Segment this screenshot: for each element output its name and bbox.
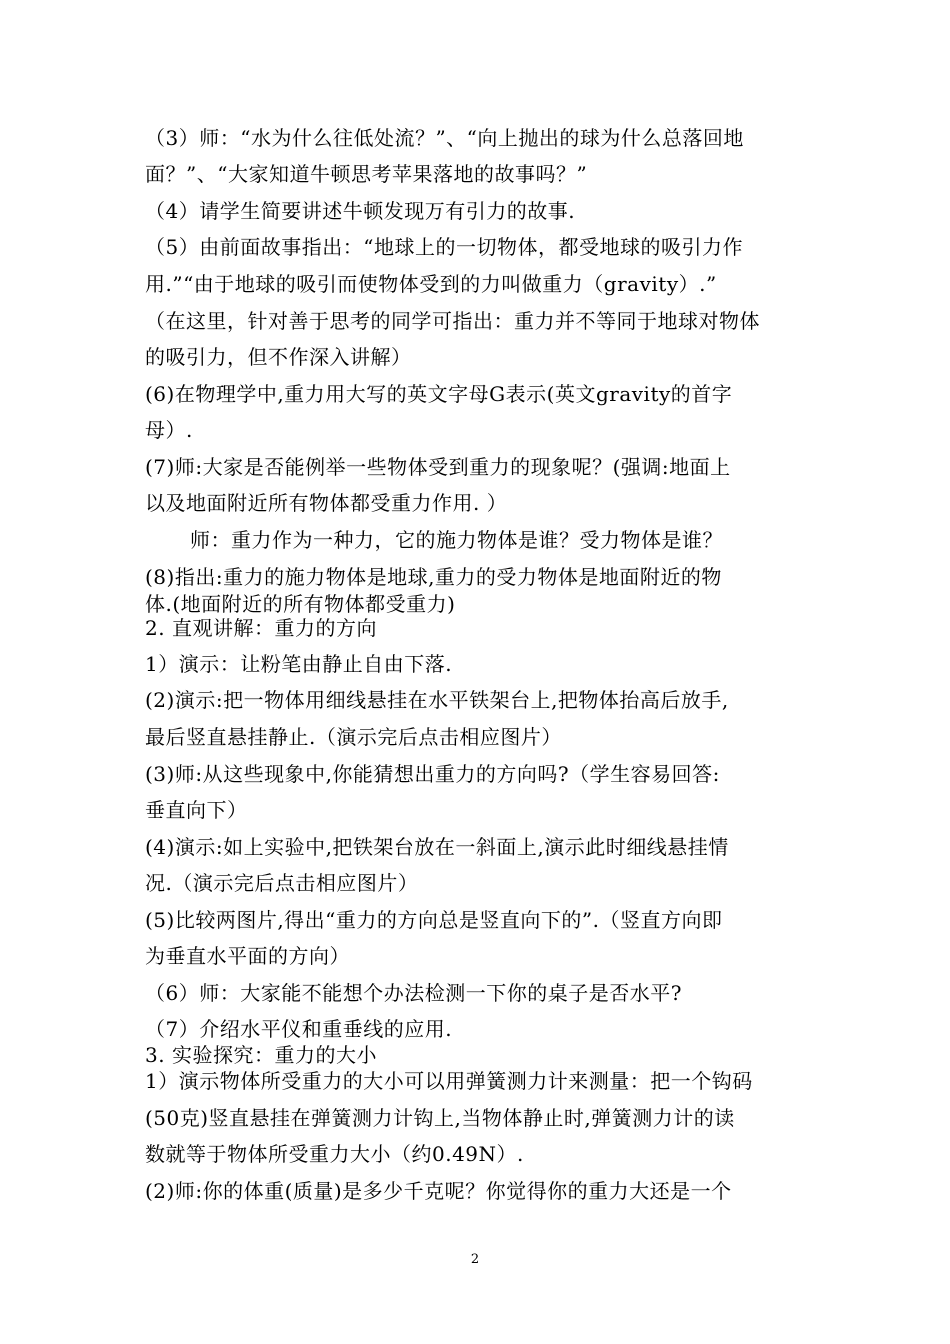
page-number: 2 (470, 1252, 480, 1267)
text-line: 用.”“由于地球的吸引而使物体受到的力叫做重力（gravity）.” (145, 272, 717, 296)
text-line: （5）由前面故事指出：“地球上的一切物体，都受地球的吸引力作 (145, 235, 743, 259)
text-line: （在这里，针对善于思考的同学可指出：重力并不等同于地球对物体 (145, 309, 760, 333)
text-line: 以及地面附近所有物体都受重力作用. ） (145, 491, 508, 515)
text-line: 垂直向下） (145, 798, 248, 822)
text-line: (6)在物理学中,重力用大写的英文字母G表示(英文gravity的首字 (145, 382, 733, 406)
text-line: 体.(地面附近的所有物体都受重力) (145, 592, 456, 616)
text-line: （6）师：大家能不能想个办法检测一下你的桌子是否水平? (145, 981, 682, 1005)
text-line: (5)比较两图片,得出“重力的方向总是竖直向下的”.（竖直方向即 (145, 908, 723, 932)
text-line: 1）演示：让粉笔由静止自由下落. (145, 652, 453, 676)
section-heading: 2. 直观讲解：重力的方向 (145, 616, 377, 640)
text-line: (2)师:你的体重(质量)是多少千克呢？你觉得你的重力大还是一个 (145, 1179, 732, 1203)
text-line: (4)演示:如上实验中,把铁架台放在一斜面上,演示此时细线悬挂情 (145, 835, 729, 859)
text-line: 母）. (145, 418, 193, 442)
text-line: (7)师:大家是否能例举一些物体受到重力的现象呢？(强调:地面上 (145, 455, 731, 479)
text-line: 面？”、“大家知道牛顿思考苹果落地的故事吗？” (145, 162, 588, 186)
text-line: （7）介绍水平仪和重垂线的应用. (145, 1017, 453, 1041)
text-line: (3)师:从这些现象中,你能猜想出重力的方向吗?（学生容易回答: (145, 762, 720, 786)
section-heading: 3. 实验探究：重力的大小 (145, 1043, 377, 1067)
text-line: 数就等于物体所受重力大小（约0.49N）. (145, 1142, 524, 1166)
text-line: 1）演示物体所受重力的大小可以用弹簧测力计来测量：把一个钩码 (145, 1069, 753, 1093)
text-line: 最后竖直悬挂静止.（演示完后点击相应图片） (145, 725, 562, 749)
text-line: （3）师：“水为什么往低处流？”、“向上抛出的球为什么总落回地 (145, 126, 744, 150)
text-line: 的吸引力，但不作深入讲解） (145, 345, 412, 369)
text-line: (8)指出:重力的施力物体是地球,重力的受力物体是地面附近的物 (145, 565, 722, 589)
text-line: (2)演示:把一物体用细线悬挂在水平铁架台上,把物体抬高后放手, (145, 688, 729, 712)
text-line: (50克)竖直悬挂在弹簧测力计钩上,当物体静止时,弹簧测力计的读 (145, 1106, 735, 1130)
text-line: 师：重力作为一种力，它的施力物体是谁？受力物体是谁？ (190, 528, 723, 552)
text-line: 况.（演示完后点击相应图片） (145, 871, 419, 895)
text-line: 为垂直水平面的方向） (145, 944, 350, 968)
text-line: （4）请学生简要讲述牛顿发现万有引力的故事. (145, 199, 576, 223)
